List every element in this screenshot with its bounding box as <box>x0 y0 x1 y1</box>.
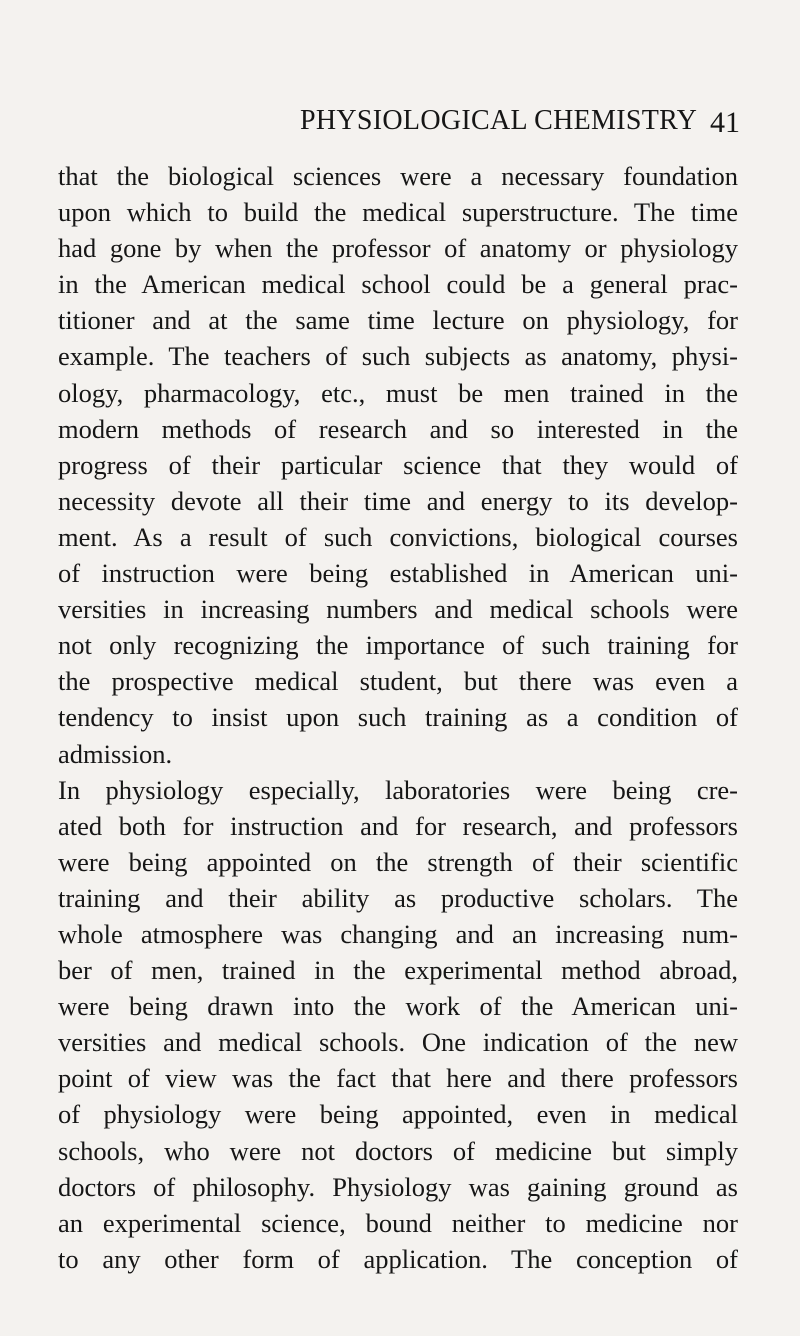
text-line: example. The teachers of such subjects as anatomy, physi- <box>58 341 738 372</box>
text-line: schools, who were not doctors of medicine but simply <box>58 1135 738 1166</box>
text-line: upon which to build the medical superstructure. The time <box>58 197 738 228</box>
text-line: titioner and at the same time lecture on physiology, for <box>58 305 738 336</box>
text-line: were being drawn into the work of the American uni- <box>58 991 738 1022</box>
text-line: to any other form of application. The conception of <box>58 1243 738 1274</box>
text-line: ber of men, trained in the experimental method abroad, <box>58 955 738 986</box>
text-line: training and their ability as productive scholars. The <box>58 882 738 913</box>
text-line: versities and medical schools. One indication of the new <box>58 1027 738 1058</box>
text-line: that the biological sciences were a necessary foundation <box>58 161 738 191</box>
page-number: 41 <box>710 106 740 139</box>
running-title: PHYSIOLOGICAL CHEMISTRY <box>300 105 698 136</box>
text-line: the prospective medical student, but there was even a <box>58 666 738 697</box>
paragraph-end-line: admission. <box>58 738 173 769</box>
text-line: whole atmosphere was changing and an increasing num- <box>58 918 738 949</box>
text-line: had gone by when the professor of anatomy or physiology <box>58 233 738 264</box>
text-line: ology, pharmacology, etc., must be men trained in the <box>58 377 738 408</box>
text-line: an experimental science, bound neither to medicine nor <box>58 1207 738 1238</box>
text-line: necessity devote all their time and energy to its develop- <box>58 485 738 516</box>
text-line: ated both for instruction and for research, and professors <box>58 810 738 841</box>
text-line: not only recognizing the importance of such training for <box>58 630 738 661</box>
text-line: point of view was the fact that here and there professors <box>58 1063 738 1094</box>
text-line: were being appointed on the strength of their scientific <box>58 846 738 877</box>
body-text <box>58 158 738 1277</box>
text-line: versities in increasing numbers and medical schools were <box>58 594 738 625</box>
text-line: doctors of philosophy. Physiology was gaining ground as <box>58 1171 738 1202</box>
text-line: tendency to insist upon such training as a condition of <box>58 702 738 733</box>
text-line: progress of their particular science that they would of <box>58 449 738 480</box>
page-header <box>300 104 740 144</box>
text-line: modern methods of research and so interested in the <box>58 413 738 444</box>
text-line: ment. As a result of such convictions, biological courses <box>58 521 738 552</box>
text-line: in the American medical school could be a general prac- <box>58 269 738 300</box>
paragraph-start-line: In physiology especially, laboratories were being cre- <box>58 774 738 805</box>
text-line: of instruction were being established in American uni- <box>58 558 738 589</box>
text-line: of physiology were being appointed, even in medical <box>58 1099 738 1130</box>
